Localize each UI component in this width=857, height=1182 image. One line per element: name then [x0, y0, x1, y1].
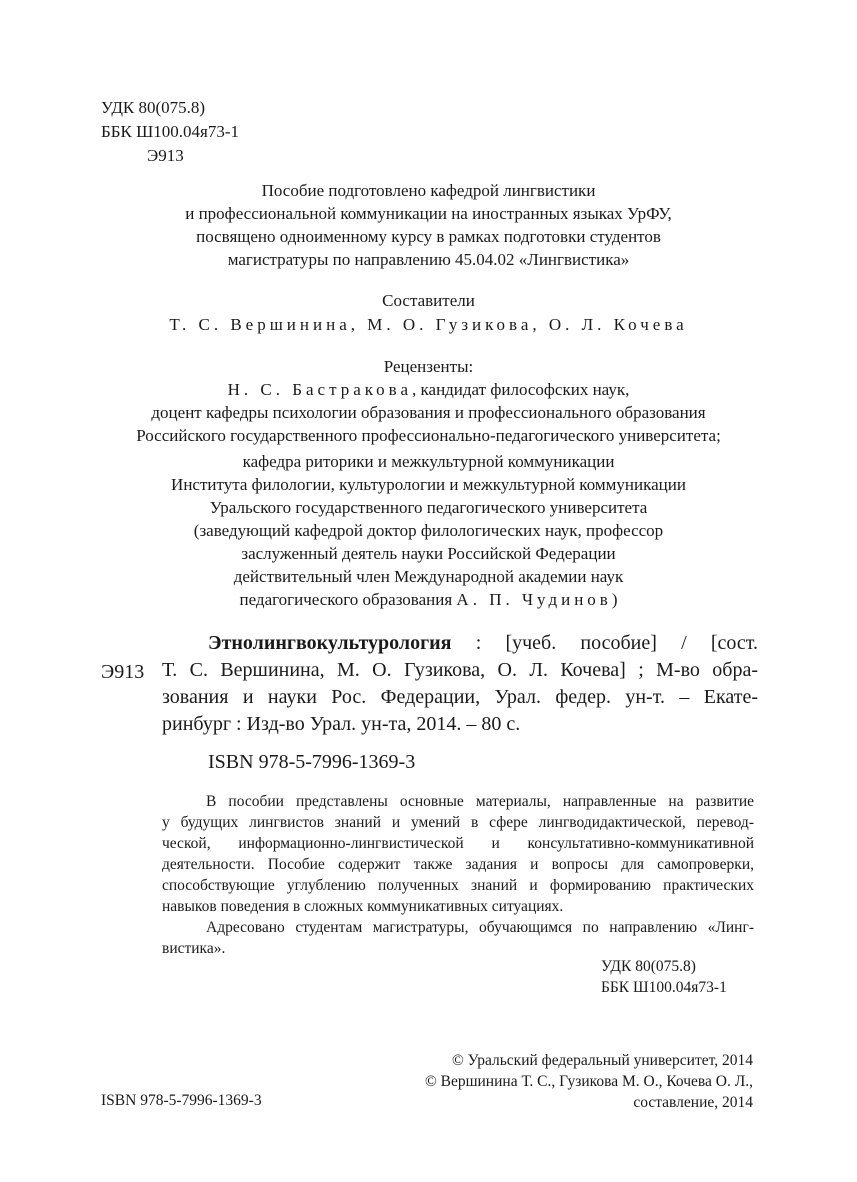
reviewer-2-line: (заведующий кафедрой доктор филологических наук, профессор	[193, 521, 664, 540]
intro-line: Пособие подготовлено кафедрой лингвистики	[261, 181, 596, 200]
abstract-line: Адресовано студентам магистратуры, обучающимся по направлению «Линг-	[206, 919, 754, 936]
citation-line-1	[162, 630, 758, 657]
reviewer-2-line: кафедра риторики и межкультурной коммуникации	[242, 452, 615, 471]
reviewers-heading: Рецензенты:	[383, 357, 474, 376]
abstract-line: ческой, информационно-лингвистической и консультативно-коммуникативной	[162, 835, 754, 852]
reviewer-1-name: Н. С. Бастракова	[227, 380, 413, 399]
reviewer-2-name: А. П. Чудинов	[456, 590, 612, 609]
bottom-bbk-code: ББК Ш100.04я73-1	[601, 979, 727, 996]
citation-line-1-rest: : [учеб. пособие] / [сост.	[451, 632, 758, 654]
reviewer-1-title: , кандидат философских наук,	[412, 380, 630, 399]
footer-isbn: ISBN 978-5-7996-1369-3	[101, 1092, 262, 1109]
copyright-line: © Уральский федеральный университет, 2014	[451, 1052, 753, 1069]
copyright-line: составление, 2014	[633, 1094, 753, 1111]
abstract-line: деятельности. Пособие содержит также задания и вопросы для самопроверки,	[162, 856, 754, 873]
reviewer-2-line: Института филологии, культурологии и межкультурной коммуникации	[171, 475, 686, 494]
bottom-udk-code: УДК 80(075.8)	[601, 958, 696, 975]
copyright-line: © Вершинина Т. С., Гузикова М. О., Кочева О. Л.,	[424, 1073, 753, 1090]
udk-code: УДК 80(075.8)	[101, 98, 206, 117]
author-mark-code: Э913	[147, 146, 184, 165]
citation-title: Этнолингвокультурология	[208, 632, 452, 654]
citation-isbn: ISBN 978-5-7996-1369-3	[208, 751, 416, 773]
abstract-line: у будущих лингвистов знаний и умений в сфере лингводидактической, перевод-	[162, 814, 754, 831]
abstract-line: навыков поведения в сложных коммуникативных ситуациях.	[162, 898, 564, 915]
bbk-code: ББК Ш100.04я73-1	[101, 122, 239, 141]
reviewer-2-line: заслуженный деятель науки Российской Федерации	[241, 544, 616, 563]
reviewer-2-last-prefix: педагогического образования	[239, 590, 453, 609]
reviewer-1-line: Российского государственного профессионально-педагогического университета;	[136, 426, 721, 445]
compilers-names: Т. С. Вершинина, М. О. Гузикова, О. Л. Кочева	[169, 315, 688, 334]
intro-line: магистратуры по направлению 45.04.02 «Лингвистика»	[227, 250, 630, 269]
reviewer-1-header	[0, 379, 857, 401]
reviewer-1-line: доцент кафедры психологии образования и профессионального образования	[151, 403, 706, 422]
citation-line-4: ринбург : Изд-во Урал. ун-та, 2014. – 80 с.	[162, 713, 521, 735]
reviewer-2-last-suffix: )	[611, 590, 618, 609]
citation-code: Э913	[101, 661, 145, 683]
reviewer-2-line: действительный член Международной академии наук	[233, 567, 624, 586]
abstract-line: вистика».	[162, 940, 226, 957]
intro-line: и профессиональной коммуникации на иностранных языках УрФУ,	[185, 204, 672, 223]
reviewer-2-last-line	[0, 589, 857, 611]
abstract-line: способствующие углублению полученных знаний и формированию практических	[162, 877, 754, 894]
citation-line-3: зования и науки Рос. Федерации, Урал. федер. ун-т. – Екате-	[162, 686, 758, 708]
reviewer-2-line: Уральского государственного педагогического университета	[209, 498, 648, 517]
abstract-block	[162, 791, 754, 959]
copyright-block	[425, 1050, 753, 1113]
citation-block	[162, 630, 758, 738]
intro-line: посвящено одноименному курсу в рамках подготовки студентов	[196, 227, 661, 246]
compilers-heading: Составители	[382, 291, 475, 310]
citation-line-2: Т. С. Вершинина, М. О. Гузикова, О. Л. Кочева] ; М-во обра-	[162, 659, 758, 681]
abstract-line: В пособии представлены основные материалы, направленные на развитие	[206, 793, 754, 810]
